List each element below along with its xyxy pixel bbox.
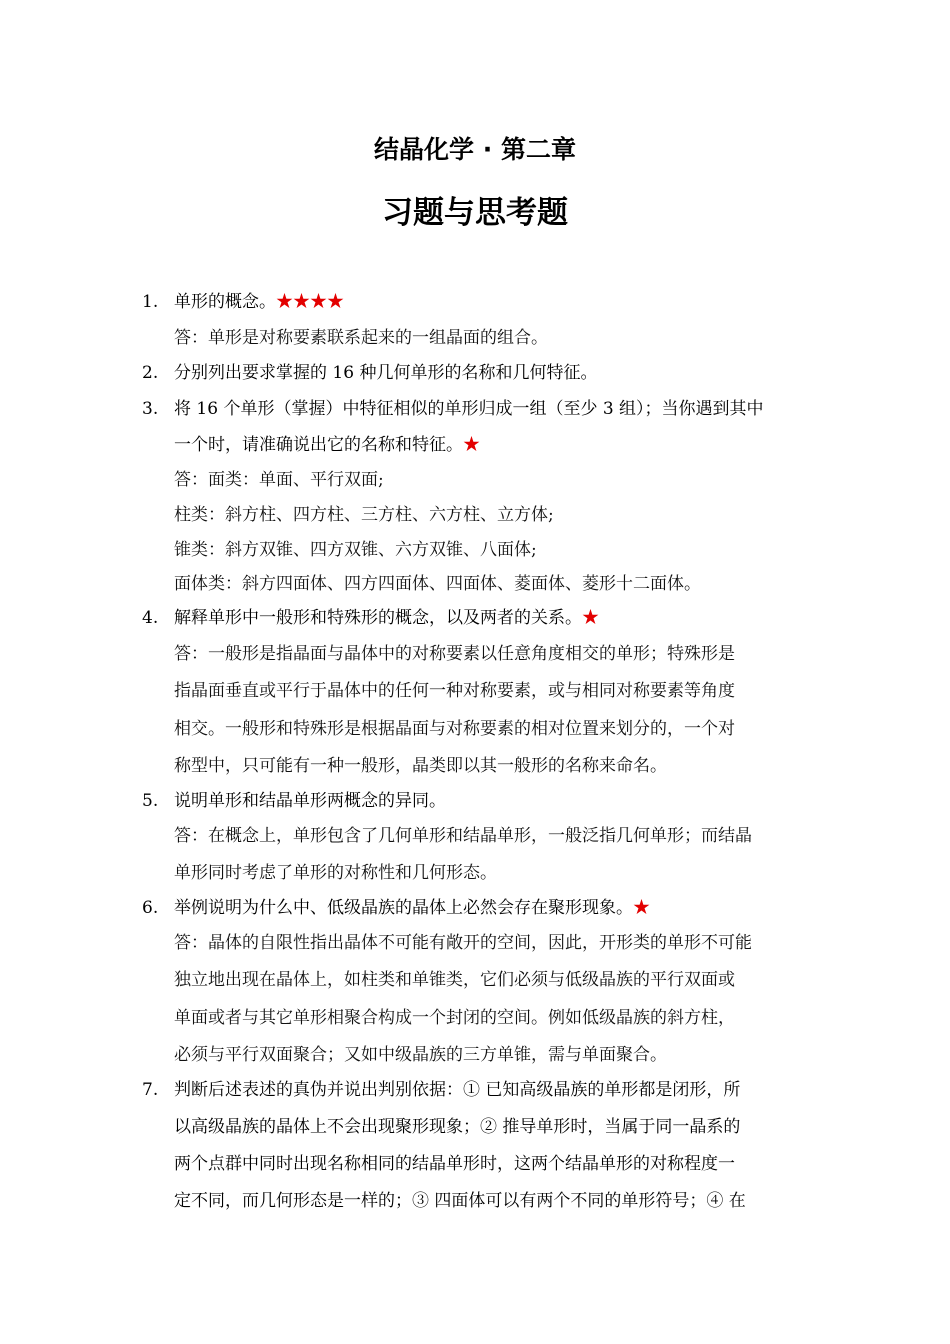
answer-line: 单面或者与其它单形相聚合构成一个封闭的空间。例如低级晶族的斜方柱，	[174, 1008, 735, 1028]
item-number: 4.	[142, 608, 159, 628]
answer-line: 称型中，只可能有一种一般形，晶类即以其一般形的名称来命名。	[174, 756, 667, 776]
question-line: 一个时，请准确说出它的名称和特征。★	[174, 435, 480, 455]
question-line: 说明单形和结晶单形两概念的异同。	[174, 791, 446, 811]
item-number: 1.	[142, 292, 159, 312]
answer-line: 指晶面垂直或平行于晶体中的任何一种对称要素，或与相同对称要素等角度	[174, 681, 735, 701]
question-line: 将 16 个单形（掌握）中特征相似的单形归成一组（至少 3 组）；当你遇到其中	[174, 399, 764, 419]
item-number: 2.	[142, 363, 159, 383]
answer-line: 相交。一般形和特殊形是根据晶面与对称要素的相对位置来划分的，一个对	[174, 719, 735, 739]
answer-line: 柱类：斜方柱、四方柱、三方柱、六方柱、立方体;	[174, 505, 554, 525]
answer-line: 答：面类：单面、平行双面;	[174, 470, 384, 490]
question-line: 两个点群中同时出现名称相同的结晶单形时，这两个结晶单形的对称程度一	[174, 1154, 735, 1174]
question-line: 单形的概念。★★★★	[174, 292, 344, 312]
answer-line: 答：单形是对称要素联系起来的一组晶面的组合。	[174, 328, 548, 348]
answer-line: 单形同时考虑了单形的对称性和几何形态。	[174, 863, 497, 883]
answer-line: 答：在概念上，单形包含了几何单形和结晶单形，一般泛指几何单形；而结晶	[174, 826, 752, 846]
question-line: 举例说明为什么中、低级晶族的晶体上必然会存在聚形现象。★	[174, 898, 650, 918]
answer-line: 独立地出现在晶体上，如柱类和单锥类，它们必须与低级晶族的平行双面或	[174, 970, 735, 990]
star-rating: ★★★★	[276, 292, 344, 312]
answer-line: 答：一般形是指晶面与晶体中的对称要素以任意角度相交的单形；特殊形是	[174, 644, 735, 664]
question-line: 解释单形中一般形和特殊形的概念，以及两者的关系。★	[174, 608, 599, 628]
item-number: 5.	[142, 791, 159, 811]
item-number: 6.	[142, 898, 159, 918]
answer-line: 面体类：斜方四面体、四方四面体、四面体、菱面体、菱形十二面体。	[174, 574, 701, 594]
answer-line: 必须与平行双面聚合；又如中级晶族的三方单锥，需与单面聚合。	[174, 1045, 667, 1065]
star-rating: ★	[582, 608, 599, 628]
question-line: 分别列出要求掌握的 16 种几何单形的名称和几何特征。	[174, 363, 598, 383]
answer-line: 锥类：斜方双锥、四方双锥、六方双锥、八面体;	[174, 540, 537, 560]
star-rating: ★	[633, 898, 650, 918]
chapter-title: 结晶化学 · 第二章	[374, 135, 576, 164]
item-number: 3.	[142, 399, 159, 419]
answer-line: 答：晶体的自限性指出晶体不可能有敞开的空间，因此，开形类的单形不可能	[174, 933, 752, 953]
star-rating: ★	[463, 435, 480, 455]
page-title: 习题与思考题	[382, 195, 568, 231]
question-line: 判断后述表述的真伪并说出判别依据：① 已知高级晶族的单形都是闭形，所	[174, 1080, 741, 1100]
question-line: 定不同，而几何形态是一样的；③ 四面体可以有两个不同的单形符号；④ 在	[174, 1191, 746, 1211]
question-line: 以高级晶族的晶体上不会出现聚形现象；② 推导单形时，当属于同一晶系的	[174, 1117, 741, 1137]
item-number: 7.	[142, 1080, 159, 1100]
